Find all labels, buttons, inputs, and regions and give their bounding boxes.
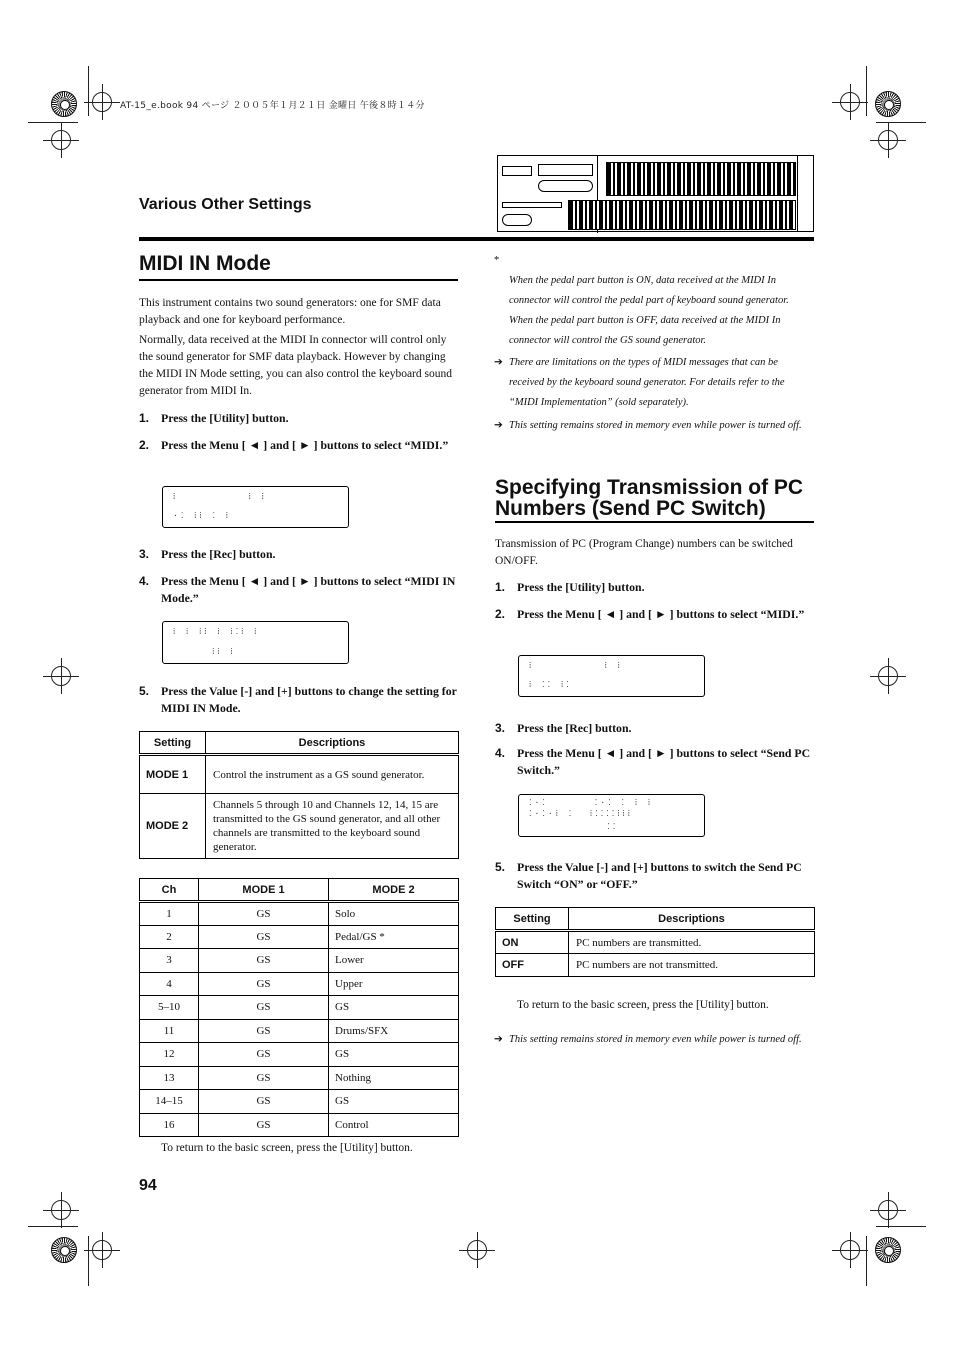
- table-row: 16 GS Control: [140, 1113, 459, 1137]
- lcd-display: ⁚·⁚ ⁚·⁚ ⁚ ⁞ ⁞ ⁚·⁚·⁞ ⁚ ⁞⁚⁚⁚⁚⁞⁞⁞ ⁚⁚: [518, 794, 705, 837]
- heading-rule: [139, 279, 458, 281]
- table-row: 13 GS Nothing: [140, 1066, 459, 1090]
- table-row: MODE 1 Control the instrument as a GS sound generator.: [140, 755, 459, 794]
- registration-mark: [467, 1240, 487, 1260]
- step: 1. Press the [Utility] button.: [139, 411, 289, 425]
- organ-panel-illustration: [497, 155, 798, 232]
- crop-mark: [866, 1236, 867, 1286]
- note: ➔ This setting remains stored in memory even while power is turned off.: [494, 420, 802, 431]
- registration-mark: [51, 1200, 71, 1220]
- crop-mark: [88, 1236, 89, 1286]
- column-header: Ch: [140, 879, 199, 902]
- send-pc-switch-table: [495, 907, 815, 977]
- panel-right-edge: [798, 155, 814, 232]
- table-row: 2 GS Pedal/GS *: [140, 925, 459, 949]
- table-row: 12 GS GS: [140, 1043, 459, 1067]
- step: 1. Press the [Utility] button.: [495, 580, 645, 594]
- note: ➔ This setting remains stored in memory even while power is turned off.: [494, 1034, 802, 1045]
- crop-mark: [88, 66, 89, 116]
- table-row: 4 GS Upper: [140, 972, 459, 996]
- midi-in-mode-table: [139, 731, 459, 859]
- lcd-display: ⁞ ⁞ ⁞ ⁞ ⁚⁚ ⁞⁚: [518, 655, 705, 697]
- print-header: AT-15_e.book 94 ページ ２００５年１月２１日 金曜日 午後８時１４分: [120, 101, 425, 111]
- column-header: Setting: [496, 908, 569, 931]
- section-title: Various Other Settings: [139, 196, 312, 213]
- registration-star-top-left: [51, 91, 77, 117]
- column-header: MODE 2: [329, 879, 459, 902]
- crop-mark: [28, 122, 78, 123]
- crop-mark: [876, 1226, 926, 1227]
- column-header: MODE 1: [199, 879, 329, 902]
- table-row: 3 GS Lower: [140, 949, 459, 973]
- heading-rule: [495, 521, 814, 523]
- table-row: 1 GS Solo: [140, 902, 459, 926]
- column-header: Descriptions: [569, 908, 815, 931]
- lcd-display: ⁞ ⁞ ⁞⁞ ⁞ ⁞⁚⁞ ⁞ ⁞⁞ ⁞: [162, 621, 349, 664]
- registration-star-bottom-left: [51, 1237, 77, 1263]
- note: ➔ There are limitations on the types of MIDI messages that can be received by the keyboard sound generator. For details refer to the “MIDI Implementation” (sold separately).: [494, 357, 785, 408]
- column-header: Setting: [140, 732, 206, 755]
- table-row: OFF PC numbers are not transmitted.: [496, 954, 815, 977]
- crop-mark: [28, 1226, 78, 1227]
- heading-midi-in-mode: MIDI IN Mode: [139, 252, 271, 275]
- step: 3. Press the [Rec] button.: [139, 547, 276, 561]
- return-note: To return to the basic screen, press the [Utility] button.: [517, 999, 769, 1011]
- step: 3. Press the [Rec] button.: [495, 721, 632, 735]
- step: 5. Press the Value [-] and [+] buttons to switch the Send PC Switch “ON” or “OFF.”: [495, 860, 802, 891]
- registration-star-bottom-right: [875, 1237, 901, 1263]
- table-row: MODE 2 Channels 5 through 10 and Channels 12, 14, 15 are transmitted to the GS sound generator, and all other channels are transmitted to the keyboard sound generator.: [140, 794, 459, 859]
- registration-mark: [878, 666, 898, 686]
- lower-manual-keys: [568, 200, 796, 230]
- registration-star-top-right: [875, 91, 901, 117]
- page-number: 94: [139, 1177, 157, 1194]
- registration-mark: [840, 92, 860, 112]
- return-note: To return to the basic screen, press the [Utility] button.: [161, 1142, 413, 1154]
- registration-mark: [878, 130, 898, 150]
- channel-table: [139, 878, 459, 1137]
- registration-mark: [92, 92, 112, 112]
- table-row: ON PC numbers are transmitted.: [496, 931, 815, 954]
- step: 4. Press the Menu [ ◄ ] and [ ► ] buttons to select “MIDI IN Mode.”: [139, 574, 456, 605]
- crop-mark: [876, 122, 926, 123]
- intro-paragraph: This instrument contains two sound generators: one for SMF data playback and one for keyboard performance.: [139, 297, 441, 326]
- crop-mark: [866, 66, 867, 116]
- lcd-display: ⁞ ⁞ ⁞ ·⁚ ⁞⁞ ⁚ ⁞: [162, 486, 349, 528]
- table-row: 14–15 GS GS: [140, 1090, 459, 1114]
- intro-paragraph: Transmission of PC (Program Change) numbers can be switched ON/OFF.: [495, 538, 793, 567]
- step: 4. Press the Menu [ ◄ ] and [ ► ] buttons to select “Send PC Switch.”: [495, 746, 811, 777]
- step: 2. Press the Menu [ ◄ ] and [ ► ] buttons to select “MIDI.”: [495, 607, 805, 621]
- registration-mark: [51, 130, 71, 150]
- table-row: 5–10 GS GS: [140, 996, 459, 1020]
- note: * When the pedal part button is ON, data received at the MIDI In connector will control the pedal part of keyboard sound generator. When the pedal part button is OFF, data received at the MIDI In connector will control the GS sound generator.: [494, 255, 789, 346]
- registration-mark: [878, 1200, 898, 1220]
- registration-mark: [92, 1240, 112, 1260]
- column-header: Descriptions: [206, 732, 459, 755]
- header-rule: [139, 237, 814, 241]
- table-row: 11 GS Drums/SFX: [140, 1019, 459, 1043]
- step: 5. Press the Value [-] and [+] buttons to change the setting for MIDI IN Mode.: [139, 684, 457, 715]
- upper-manual-keys: [606, 162, 796, 196]
- intro-paragraph: Normally, data received at the MIDI In connector will control only the sound generator for SMF data playback. However by changing the MIDI IN Mode setting, you can also control the keyboard sound generator from MIDI In.: [139, 334, 452, 397]
- heading-send-pc-switch: Specifying Transmission of PC Numbers (Send PC Switch): [495, 476, 804, 520]
- step: 2. Press the Menu [ ◄ ] and [ ► ] buttons to select “MIDI.”: [139, 438, 449, 452]
- registration-mark: [840, 1240, 860, 1260]
- registration-mark: [51, 666, 71, 686]
